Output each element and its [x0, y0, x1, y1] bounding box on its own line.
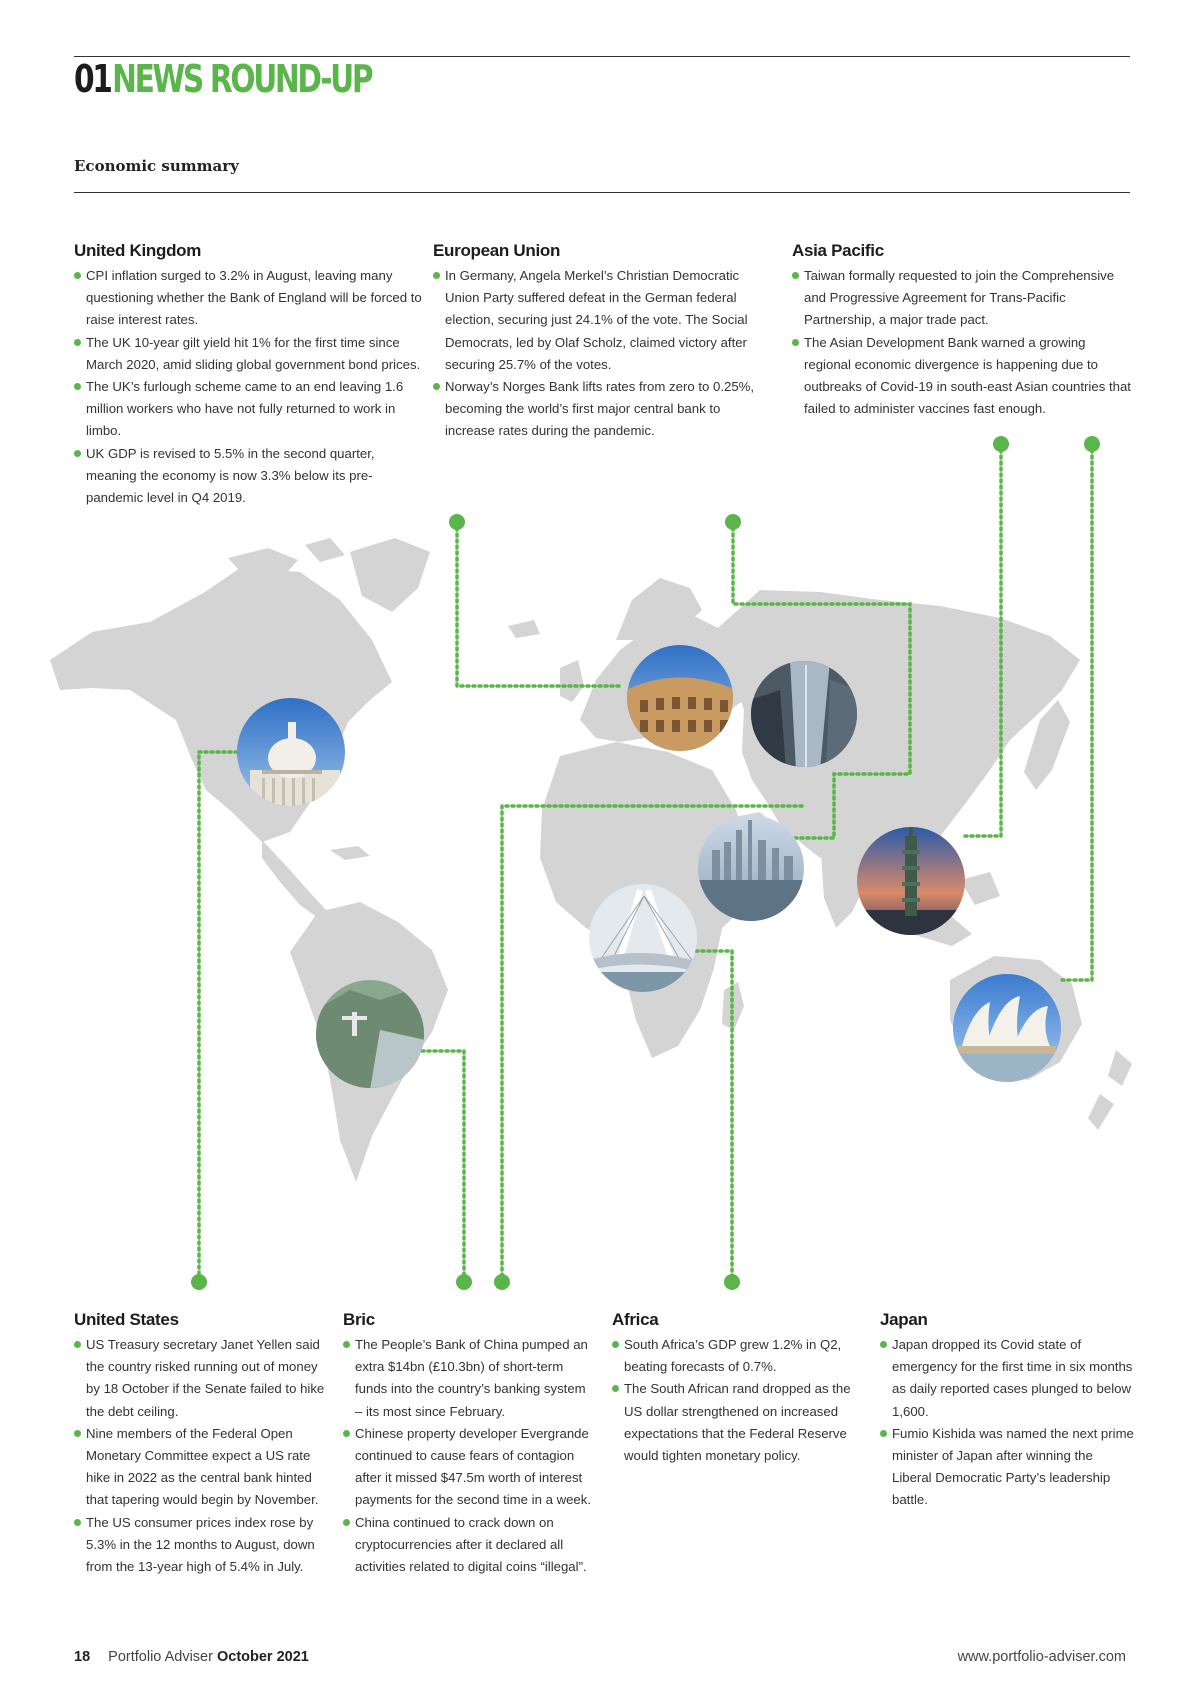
connector-bric-rio	[422, 1051, 464, 1282]
list-item: Fumio Kishida was named the next prime minister of Japan after winning the Liberal Democratic Party’s leadership battle.	[880, 1423, 1135, 1512]
section-name: NEWS ROUND-UP	[112, 57, 372, 101]
connector-uk	[457, 522, 622, 686]
region-heading-bric: Bric	[343, 1310, 375, 1329]
region-heading-africa: Africa	[612, 1310, 659, 1329]
region-list-us	[74, 1334, 329, 1578]
connector-us	[199, 752, 237, 1282]
footer-url[interactable]: www.portfolio-adviser.com	[957, 1649, 1126, 1665]
region-list-uk	[74, 265, 424, 509]
issue-date: October 2021	[216, 1649, 309, 1665]
dot-uk	[449, 514, 465, 530]
region-asia	[792, 241, 1132, 420]
list-item: The Asian Development Bank warned a growing regional economic divergence is happening due to outbreaks of Covid-19 in south-east Asian countries that failed to administer vaccines fast enough.	[792, 332, 1132, 421]
region-list-africa	[612, 1334, 852, 1467]
uk-shape	[560, 660, 584, 702]
dot-asia-2	[1084, 436, 1100, 452]
region-us	[74, 1310, 329, 1578]
list-item: The South African rand dropped as the US dollar strengthened on increased expectations that the Federal Reserve would tighten monetary policy.	[612, 1378, 852, 1467]
region-heading-us: United States	[74, 1310, 179, 1329]
region-uk	[74, 241, 424, 509]
dot-bric-2	[494, 1274, 510, 1290]
list-item: Japan dropped its Covid state of emergency for the first time in six months as daily reported cases plunged to below 1,600.	[880, 1334, 1135, 1423]
region-list-japan	[880, 1334, 1135, 1512]
land-masses	[50, 538, 1132, 1182]
region-bric	[343, 1310, 595, 1578]
greenland-shape	[350, 538, 430, 612]
dot-asia-1	[993, 436, 1009, 452]
list-item: The UK’s furlough scheme came to an end leaving 1.6 million workers who have not fully returned to work in limbo.	[74, 376, 424, 443]
region-heading-asia: Asia Pacific	[792, 241, 884, 260]
list-item: China continued to crack down on cryptocurrencies after it declared all activities related to digital coins “illegal”.	[343, 1512, 595, 1579]
region-heading-eu: European Union	[433, 241, 561, 260]
list-item: The US consumer prices index rose by 5.3% in the 12 months to August, down from the 13-year high of 5.4% in July.	[74, 1512, 329, 1579]
dot-eu	[725, 514, 741, 530]
list-item: The People’s Bank of China pumped an extra $14bn (£10.3bn) of short-term funds into the country’s banking system – its most since February.	[343, 1334, 595, 1423]
list-item: CPI inflation surged to 3.2% in August, leaving many questioning whether the Bank of England will be forced to raise interest rates.	[74, 265, 424, 332]
north-america-shape	[50, 568, 392, 842]
list-item: Norway’s Norges Bank lifts rates from zero to 0.25%, becoming the world’s first major central bank to increase rates during the pandemic.	[433, 376, 773, 443]
region-eu	[433, 241, 773, 443]
list-item: US Treasury secretary Janet Yellen said the country risked running out of money by 18 October if the Senate failed to hike the debt ceiling.	[74, 1334, 329, 1423]
region-list-bric	[343, 1334, 595, 1578]
region-africa	[612, 1310, 852, 1467]
page-subtitle: Economic summary	[74, 157, 239, 175]
footer-left	[74, 1649, 309, 1665]
region-list-eu	[433, 265, 773, 443]
list-item: Chinese property developer Evergrande continued to cause fears of contagion after it missed $47.5m worth of interest payments for the second time in a week.	[343, 1423, 595, 1512]
dot-bric-1	[456, 1274, 472, 1290]
list-item: Nine members of the Federal Open Monetary Committee expect a US rate hike in 2022 as the central bank hinted that tapering would begin by November.	[74, 1423, 329, 1512]
central-america-shape	[262, 840, 328, 918]
page-number: 18	[74, 1649, 91, 1665]
dot-africa	[724, 1274, 740, 1290]
region-list-asia	[792, 265, 1132, 420]
list-item: South Africa’s GDP grew 1.2% in Q2, beating forecasts of 0.7%.	[612, 1334, 852, 1378]
section-number: 01	[74, 57, 111, 101]
dot-us	[191, 1274, 207, 1290]
list-item: The UK 10-year gilt yield hit 1% for the first time since March 2020, amid sliding global government bond prices.	[74, 332, 424, 376]
list-item: Taiwan formally requested to join the Comprehensive and Progressive Agreement for Trans-Pacific Partnership, a major trade pact.	[792, 265, 1132, 332]
publication-name: Portfolio Adviser	[108, 1649, 213, 1665]
list-item: In Germany, Angela Merkel’s Christian Democratic Union Party suffered defeat in the German federal election, securing just 24.1% of the vote. The Social Democrats, led by Olaf Scholz, claimed victory after securing 25.7% of the votes.	[433, 265, 773, 376]
region-heading-uk: United Kingdom	[74, 241, 202, 260]
region-japan	[880, 1310, 1135, 1512]
list-item: UK GDP is revised to 5.5% in the second quarter, meaning the economy is now 3.3% below its pre-pandemic level in Q4 2019.	[74, 443, 424, 510]
region-heading-japan: Japan	[880, 1310, 928, 1329]
